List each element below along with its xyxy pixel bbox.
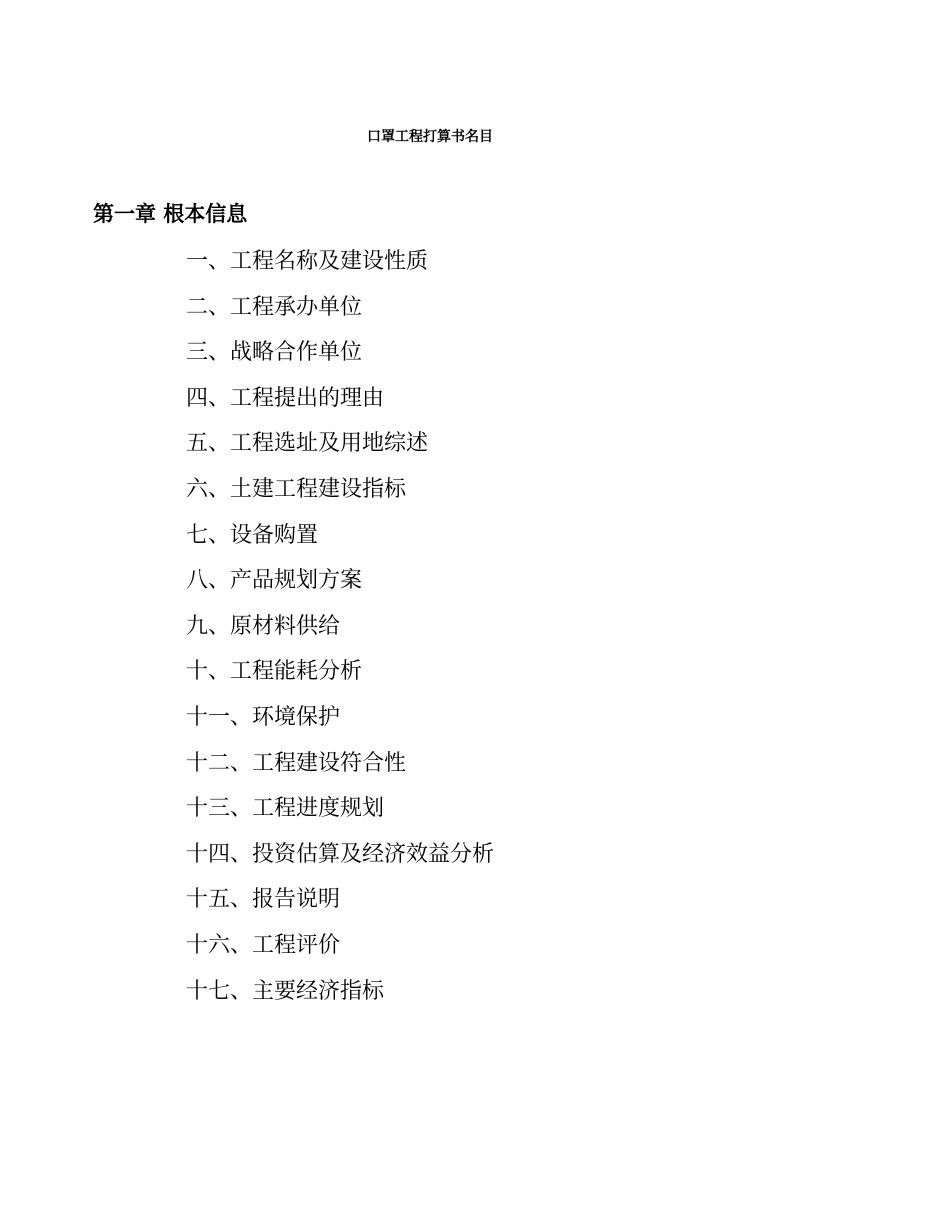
toc-item: 二、工程承办单位 xyxy=(186,294,363,320)
toc-item: 十六、工程评价 xyxy=(186,932,341,958)
toc-item: 七、设备购置 xyxy=(186,522,319,548)
document-title: 口罩工程打算书名目 xyxy=(367,129,493,145)
toc-item: 十、工程能耗分析 xyxy=(186,659,363,685)
table-of-contents xyxy=(186,246,494,1021)
toc-item: 一、工程名称及建设性质 xyxy=(186,249,429,274)
toc-item: 六、土建工程建设指标 xyxy=(186,476,407,502)
toc-item: 十一、环境保护 xyxy=(186,704,341,730)
toc-item: 十七、主要经济指标 xyxy=(186,978,385,1004)
toc-item: 十四、投资估算及经济效益分析 xyxy=(186,841,495,867)
toc-item: 八、产品规划方案 xyxy=(186,568,363,594)
toc-item: 四、工程提出的理由 xyxy=(186,385,385,411)
toc-item: 九、原材料供给 xyxy=(186,613,341,639)
toc-item: 三、战略合作单位 xyxy=(186,340,363,366)
toc-item: 五、工程选址及用地综述 xyxy=(186,431,429,457)
toc-item: 十三、工程进度规划 xyxy=(186,796,385,822)
toc-item: 十五、报告说明 xyxy=(186,887,341,913)
chapter-heading: 第一章 根本信息 xyxy=(93,202,248,226)
toc-item: 十二、工程建设符合性 xyxy=(186,750,407,776)
